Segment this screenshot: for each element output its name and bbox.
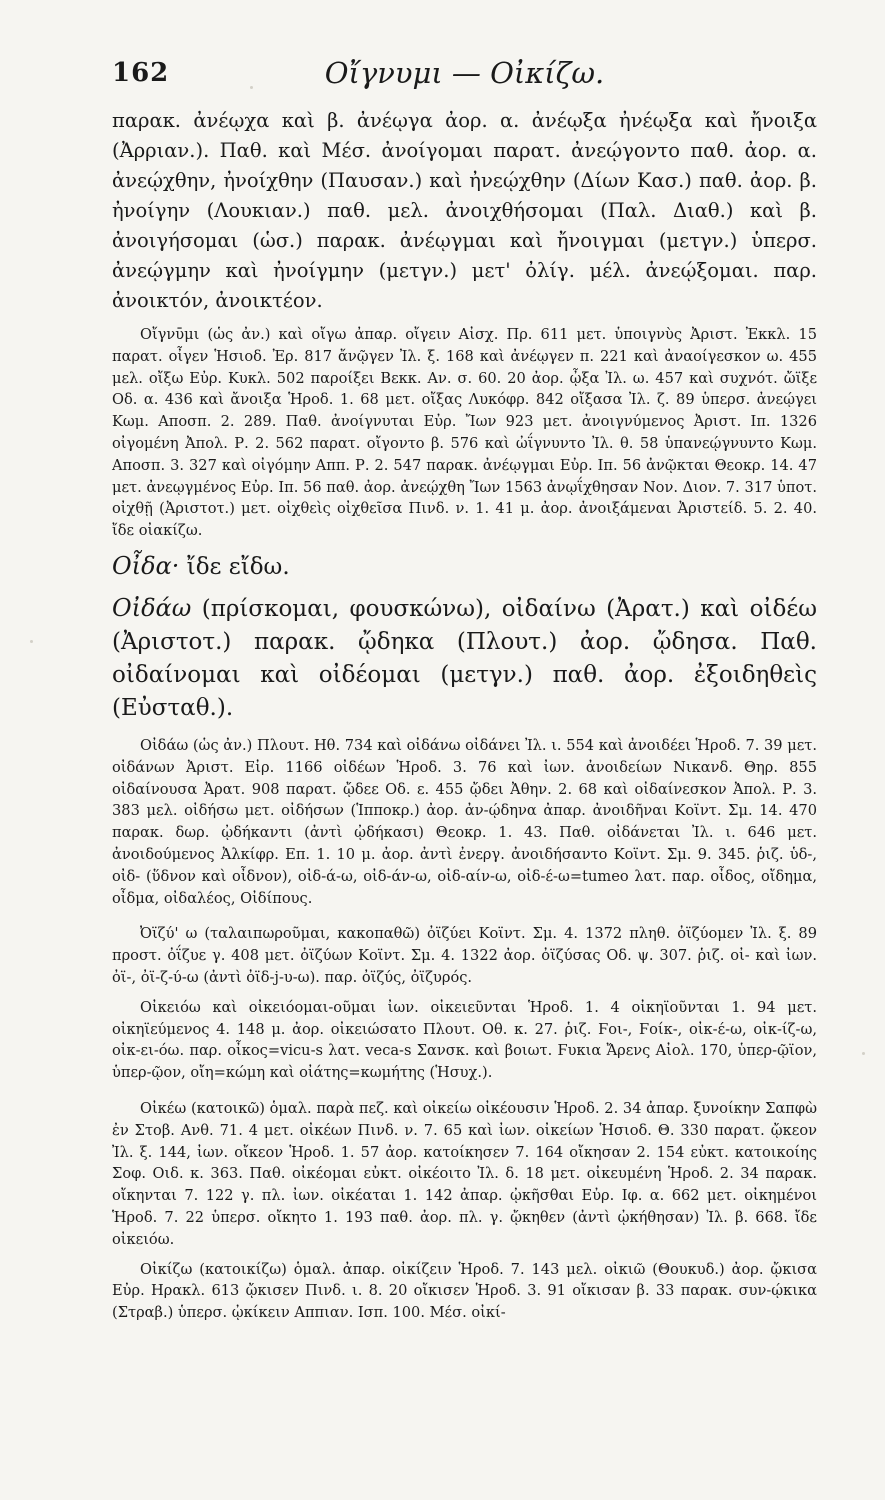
entry-oida-text: ἴδε εἴδω. bbox=[179, 553, 290, 580]
entry-oida bbox=[112, 550, 817, 584]
paper-speck bbox=[250, 86, 253, 89]
entry-oikeo: Οἰκέω (κατοικῶ) ὁμαλ. παρὰ πεζ. καὶ οἰκείω οἰκέουσιν Ἡροδ. 2. 34 ἀπαρ. ξυνοίκην Σαπφὼ ἐν Στοβ. Ανθ. 71. 4 μετ. οἰκέων Πινδ. ν. 7. 65 καὶ ἰων. οἰκείων Ἡσιοδ. Θ. 330 παρατ. ᾤκεον Ἰλ. ξ. 144, ἰων. οἴκεον Ἡροδ. 1. 57 ἀορ. κατοίκησεν 7. 164 οἴκησαν 2. 154 εὐκτ. κατοικοίης Σοφ. Οιδ. κ. 363. Παθ. οἰκέομαι εὐκτ. οἰκέοιτο Ἰλ. δ. 18 μετ. οἰκευμένη Ἡροδ. 2. 34 παρακ. οἴκηνται 7. 122 γ. πλ. ἰων. οἰκέαται 1. 142 ἀπαρ. ᾠκῆσθαι Εὐρ. Ιφ. α. 662 μετ. οἰκημένοι Ἡροδ. 7. 22 ὑπερσ. οἴκητο 1. 193 παθ. ἀορ. πλ. γ. ᾤκηθεν (ἀντὶ ᾠκήθησαν) Ἰλ. β. 668. ἴδε οἰκειόω. bbox=[112, 1099, 817, 1248]
entry-oidao-citations: Οἰδάω (ὡς ἀν.) Πλουτ. Ηθ. 734 καὶ οἰδάνω οἰδάνει Ἰλ. ι. 554 καὶ ἀνοιδέει Ἡροδ. 7. 39 μετ. οἰδάνων Ἀριστ. Εἰρ. 1166 οἰδέων Ἡροδ. 3. 76 καὶ ἰων. ἀνοιδείων Νικανδ. Θηρ. 855 οἰδαίνουσα Ἀρατ. 908 παρατ. ᾤδεε Οδ. ε. 455 ᾤδει Ἀθην. 2. 68 καὶ οἰδαίνεσκον Ἀπολ. Ρ. 3. 383 μελ. οἰδήσω μετ. οἰδήσων (Ἱπποκρ.) ἀορ. ἀν-ῴδηνα ἀπαρ. ἀνοιδῆναι Κοϊντ. Σμ. 14. 470 παρακ. δωρ. ᾠδήκαντι (ἀντὶ ᾠδήκασι) Θεοκρ. 1. 43. Παθ. οἰδάνεται Ἰλ. ι. 646 μετ. ἀνοιδούμενος Ἀλκίφρ. Επ. 1. 10 μ. ἀορ. ἀντὶ ἐνεργ. ἀνοιδήσαντο Κοϊντ. Σμ. 9. 345. ῥιζ. ὑδ-, οἰδ- (ὕδνον καὶ οἶδνον), οἰδ-ά-ω, οἰδ-άν-ω, οἰδ-αίν-ω, οἰδ-έ-ω=tumeo λατ. παρ. οἶδος, οἴδημα, οἶδμα, οἰδαλέος, Οἰδίπους. bbox=[112, 736, 817, 907]
page-number: 162 bbox=[112, 58, 170, 88]
entry-oikizo: Οἰκίζω (κατοικίζω) ὁμαλ. ἀπαρ. οἰκίζειν Ἡροδ. 7. 143 μελ. οἰκιῶ (Θουκυδ.) ἀορ. ᾤκισα Εὐρ. Ηρακλ. 613 ᾤκισεν Πινδ. ι. 8. 20 οἴκισεν Ἡροδ. 3. 91 οἴκισαν β. 33 παρακ. συν-ῴκικα (Στραβ.) ὑπερσ. ᾠκίκειν Αππιαν. Ισπ. 100. Μέσ. οἰκί- bbox=[112, 1260, 817, 1322]
entry-oignymi-citations: Οἴγνῡμι (ὡς ἀν.) καὶ οἴγω ἀπαρ. οἴγειν Αἰσχ. Πρ. 611 μετ. ὑποιγνὺς Ἀριστ. Ἐκκλ. 15 παρατ. οἶγεν Ἡσιοδ. Ἐρ. 817 ἄνῷγεν Ἰλ. ξ. 168 καὶ ἀνέῳγεν π. 221 καὶ ἀναοίγεσκον ω. 455 μελ. οἴξω Εὐρ. Κυκλ. 502 παροίξει Βεκκ. Αν. σ. 60. 20 ἀορ. ᾦξα Ἰλ. ω. 457 καὶ συχνότ. ὤϊξε Οδ. α. 436 καὶ ἄνοιξα Ἡροδ. 1. 68 μετ. οἴξας Λυκόφρ. 842 οἴξασα Ἰλ. ζ. 89 ὑπερσ. ἀνεῴγει Κωμ. Αποσπ. 2. 289. Παθ. ἀνοίγνυται Εὐρ. Ἴων 923 μετ. ἀνοιγνύμενος Ἀριστ. Ιπ. 1326 οἰγομένη Ἀπολ. Ρ. 2. 562 παρατ. οἴγοντο β. 576 καὶ ὠΐγνυντο Ἰλ. θ. 58 ὑπανεῴγνυντο Κωμ. Αποσπ. 3. 327 καὶ οἰγόμην Αππ. Ρ. 2. 547 παρακ. ἀνέῳγμαι Εὐρ. Ιπ. 56 ἀνῷκται Θεοκρ. 14. 47 μετ. ἀνεῳγμένος Εὐρ. Ιπ. 56 παθ. ἀορ. ἀνεῴχθη Ἴων 1563 ἀνῳΐχθησαν Νον. Διον. 7. 317 ὑποτ. οἰχθῇ (Ἀριστοτ.) μετ. οἰχθεὶς οἰχθεῖσα Πινδ. ν. 1. 41 μ. ἀορ. ἀνοιξάμεναι Ἀριστείδ. 5. 2. 40. ἴδε οἰακίζω. bbox=[112, 326, 817, 540]
continued-entry-text: παρακ. ἀνέῳχα καὶ β. ἀνέῳγα ἀορ. α. ἀνέῳξα ἠνέῳξα καὶ ἤνοιξα (Ἀρριαν.). Παθ. καὶ Μέσ. ἀνοίγομαι παρατ. ἀνεῴγοντο παθ. ἀορ. α. ἀνεῴχθην, ἠνοίχθην (Παυσαν.) καὶ ἠνεῴχθην (Δίων Κασ.) παθ. ἀορ. β. ἠνοίγην (Λουκιαν.) παθ. μελ. ἀνοιχθήσομαι (Παλ. Διαθ.) καὶ β. ἀνοιγήσομαι (ὡσ.) παρακ. ἀνέῳγμαι καὶ ἤνοιγμαι (μετγν.) ὑπερσ. ἀνεῴγμην καὶ ἠνοίγμην (μετγν.) μετ' ὀλίγ. μέλ. ἀνεῴξομαι. παρ. ἀνοικτόν, ἀνοικτέον. bbox=[112, 109, 817, 312]
paper-speck bbox=[862, 1052, 865, 1055]
page-header bbox=[112, 50, 817, 106]
lemma-oida: Οἶδα· bbox=[112, 551, 180, 580]
entry-oizyo: Ὀϊζύ' ω (ταλαιπωροῦμαι, κακοπαθῶ) ὀϊζύει Κοϊντ. Σμ. 4. 1372 πληθ. ὀϊζύομεν Ἰλ. ξ. 89 προστ. ὀΐζυε γ. 408 μετ. ὀϊζύων Κοϊντ. Σμ. 4. 1322 ἀορ. ὀϊζύσας Οδ. ψ. 307. ῥιζ. οἰ- καὶ ἰων. ὀϊ-, ὀϊ-ζ-ύ-ω (ἀντὶ ὀϊδ-j-υ-ω). παρ. ὀϊζύς, ὀϊζυρός. bbox=[112, 925, 817, 986]
entry-oikeioo: Οἰκειόω καὶ οἰκειόομαι-οῦμαι ἰων. οἰκειεῦνται Ἡροδ. 1. 4 οἰκηϊοῦνται 1. 94 μετ. οἰκηϊεύμενος 4. 148 μ. ἀορ. οἰκειώσατο Πλουτ. Οθ. κ. 27. ῥιζ. Ϝοι-, Ϝοίκ-, οἰκ-έ-ω, οἰκ-ίζ-ω, οἰκ-ει-όω. παρ. οἶκος=vicu-s λατ. veca-s Σανσκ. καὶ βοιωτ. Ϝυκια Ἄρενς Αἰολ. 170, ὑπερ-ῷϊον, ὑπερ-ῷον, οἴη=κώμη καὶ οἰάτης=κωμήτης (Ἡσυχ.). bbox=[112, 998, 817, 1082]
entry-oidao-text: (πρίσκομαι, φουσκώνω), οἰδαίνω (Ἀρατ.) καὶ οἰδέω (Ἀριστοτ.) παρακ. ᾤδηκα (Πλουτ.) ἀορ. ᾤδησα. Παθ. οἰδαίνομαι καὶ οἰδέομαι (μετγν.) παθ. ἀορ. ἐξοιδηθεὶς (Εὐσταθ.). bbox=[112, 595, 817, 721]
running-head: Οἴγνυμι — Οἰκίζω. bbox=[324, 56, 605, 90]
entry-oidao bbox=[112, 592, 817, 725]
paper-speck bbox=[30, 640, 33, 643]
lemma-oidao: Οἰδάω bbox=[112, 593, 192, 622]
